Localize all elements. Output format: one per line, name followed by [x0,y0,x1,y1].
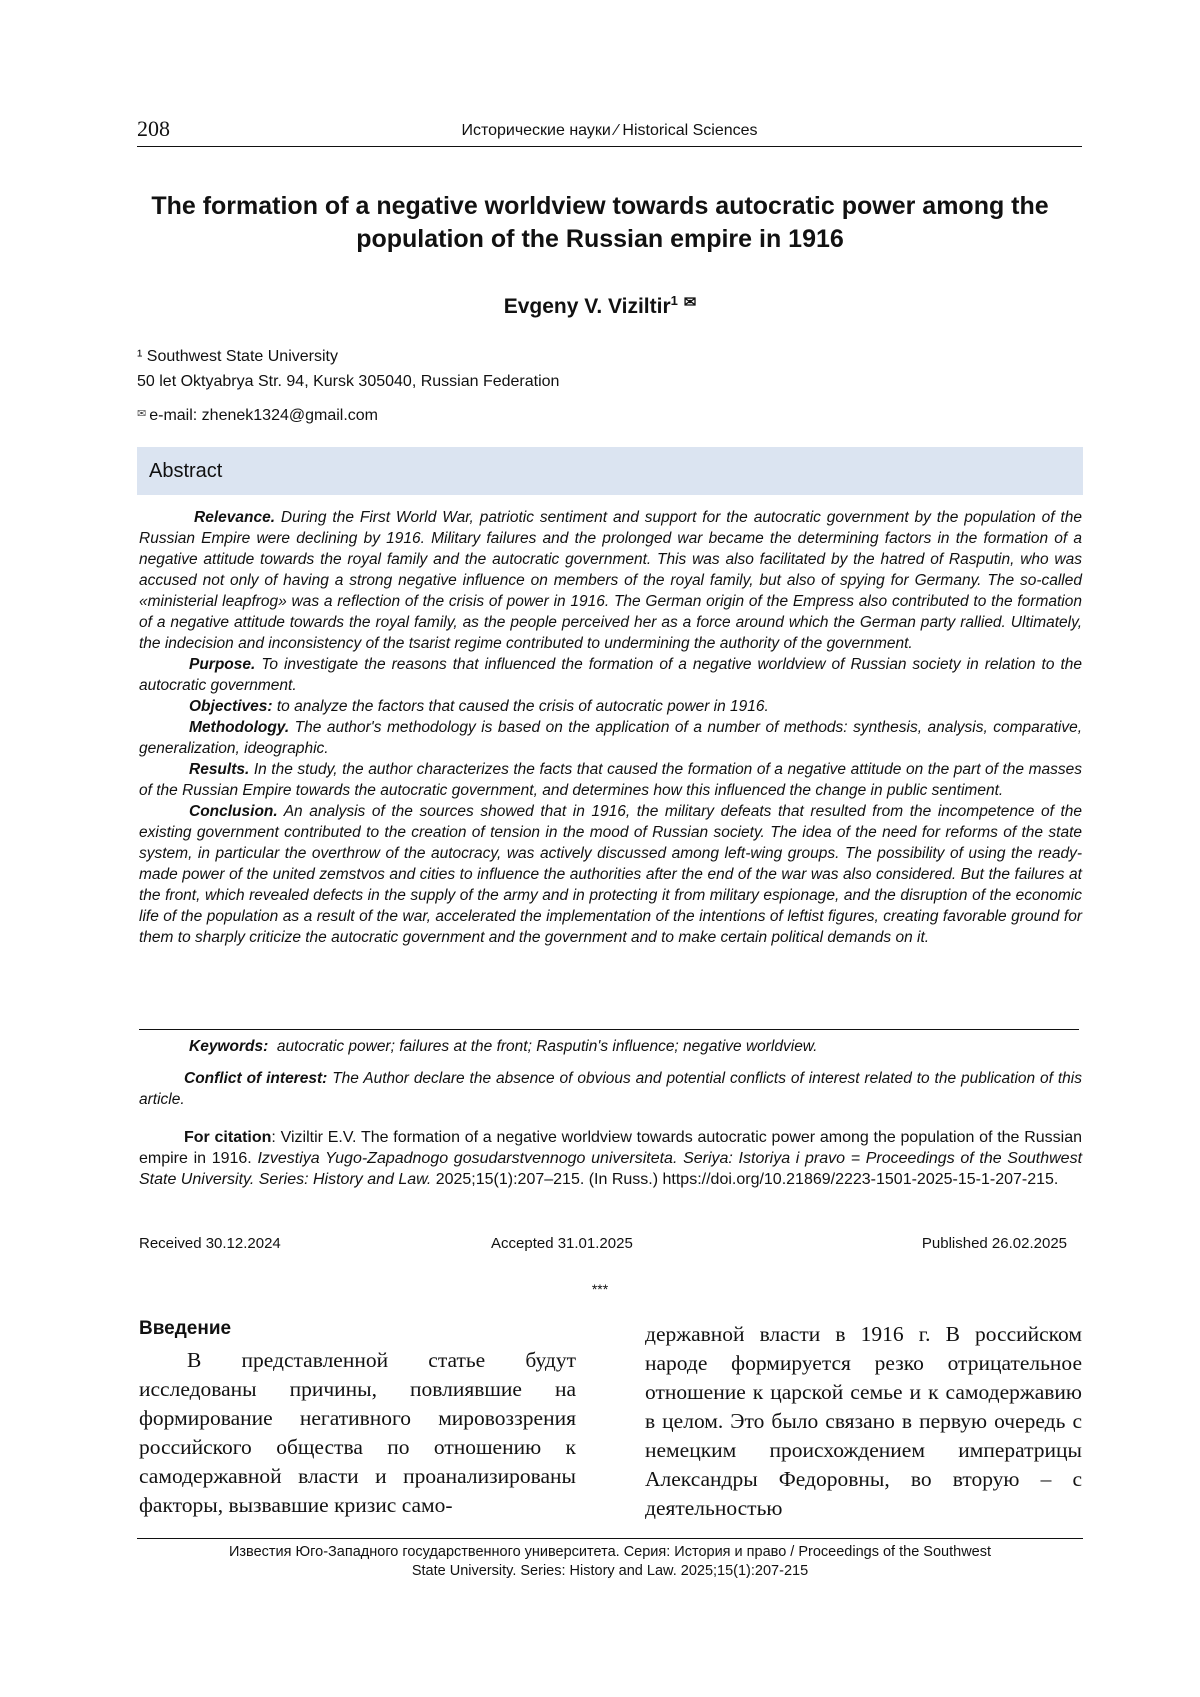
envelope-icon: ✉ [137,408,147,420]
affiliation-address: 50 let Oktyabrya Str. 94, Kursk 305040, Russian Federation [137,373,560,390]
abstract-body [139,507,1082,948]
citation-text-b: 2025;15(1):207–215. (In Russ.) https://doi.org/10.21869/2223-1501-2025-15-1-207-215. [431,1171,1059,1188]
received-date: Received 30.12.2024 [139,1235,281,1252]
citation-text-a: : Viziltir E.V. The formation of a negative worldview towards autocratic power among the population of the Russian empire in 1916. [139,1129,1083,1167]
body-column-right [645,1320,1082,1523]
mail-icon: ✉ [683,294,697,311]
page-number: 208 [137,116,170,141]
section-separator: *** [591,1281,609,1297]
intro-heading: Введение [139,1318,232,1339]
intro-paragraph-right: державной власти в 1916 г. В российском народе формируется резко отрицательное отношение к царской семье и к самодержавию в целом. Это было связано в первую очередь с немецким происхождением императрицы Александры Федоровны, во вторую – с деятельностью [645,1322,1082,1520]
objectives-label: Objectives: [189,698,273,715]
relevance-text: During the First World War, patriotic sentiment and support for the autocratic government by the population of the Russian Empire were declining by 1916. Military failures and the prolonged war became the determining factors in the formation of a negative attitude towards the royal family and the autocratic government. This was also facilitated by the hatred of Rasputin, who was accused not only of having a strong negative influence on members of the royal family, but also of spying for Germany. The so-called «ministerial leapfrog» was a reflection of the crisis of power in 1916. The German origin of the Empress also contributed to the formation of a negative attitude towards the royal family, as the people perceived her as a force around which the German party rallied. Ultimately, the indecision and inconsistency of the tsarist regime contributed to undermining the authority of the government. [139,509,1082,652]
results-text: In the study, the author characterizes the facts that caused the formation of a negative attitude on the part of the masses of the Russian Empire towards the autocratic government, and determines how this influenced the change in public sentiment. [139,761,1082,799]
author-line [0,293,1200,319]
affiliation [137,344,559,394]
conclusion-text: An analysis of the sources showed that in 1916, the military defeats that resulted from the incompetence of the existing government contributed to the creation of tension in the mood of Russian society. The idea of the need for reforms of the state system, in particular the overthrow of the autocracy, was actively discussed among left-wing groups. The possibility of using the ready-made power of the united zemstvos and cities to influence the authorities after the end of the war was also considered. But the failures at the front, which revealed defects in the supply of the army and in protecting it from military espionage, and the disruption of the economic life of the population as a result of the war, accelerated the implementation of the intentions of leftist figures, creating favorable ground for them to sharply criticize the autocratic government and the government and to make certain political demands on it. [139,803,1083,946]
results-label: Results. [189,761,250,778]
intro-paragraph-left: В представленной статье будут исследованы причины, повлиявшие на формирование негативного мировоззрения российского общества по отношению к самодержавной власти и проанализированы факторы, вызвавшие кризис само- [139,1348,576,1517]
abstract-divider [139,1029,1079,1030]
footer-line-1: Известия Юго-Западного государственного университета. Серия: История и право / Proceedings of the Southwest [228,1544,992,1560]
running-header [137,116,1082,147]
abstract-methodology [139,717,1082,759]
accepted-date: Accepted 31.01.2025 [491,1235,633,1252]
abstract-purpose [139,654,1082,696]
body-column-left [139,1318,576,1520]
methodology-label: Methodology. [189,719,290,736]
conclusion-label: Conclusion. [189,803,278,820]
email-text[interactable]: e-mail: zhenek1324@gmail.com [149,407,379,424]
abstract-relevance [139,507,1082,654]
abstract-conclusion [139,801,1082,948]
footer-line-2: State University. Series: History and Law. 2025;15(1):207-215 [411,1563,809,1579]
citation-block [139,1127,1082,1190]
page-footer [150,1543,1070,1581]
citation-label: For citation [184,1129,272,1146]
affiliation-university: ¹ Southwest State University [137,348,338,365]
published-date: Published 26.02.2025 [921,1235,1067,1252]
abstract-objectives [139,696,1082,717]
author-email [137,407,378,425]
purpose-text: To investigate the reasons that influenced the formation of a negative worldview of Russian society in relation to the autocratic government. [139,656,1083,694]
methodology-text: The author's methodology is based on the application of a number of methods: synthesis, analysis, comparative, generalization, ideographic. [139,719,1082,757]
footer-divider [137,1538,1083,1539]
conflict-of-interest [139,1068,1082,1110]
author-affiliation-mark: 1 [670,293,678,308]
abstract-results [139,759,1082,801]
citation-journal: Izvestiya Yugo-Zapadnogo gosudarstvennogo universiteta. Seriya: Istoriya i pravo = Proceedings of the Southwest State University. Series: History and Law. [139,1150,1083,1188]
keywords-text: autocratic power; failures at the front; Rasputin's influence; negative worldview. [276,1038,818,1055]
article-title: The formation of a negative worldview towards autocratic power among the population of the Russian empire in 1916 [151,192,1049,253]
objectives-text: to analyze the factors that caused the crisis of autocratic power in 1916. [276,698,769,715]
abstract-heading: Abstract [137,447,1083,495]
keywords [139,1036,1082,1057]
author-name: Evgeny V. Viziltir [503,295,671,318]
purpose-label: Purpose. [189,656,256,673]
conflict-label: Conflict of interest: [184,1070,328,1087]
relevance-label: Relevance. [194,509,275,526]
keywords-label: Keywords: [189,1038,269,1055]
journal-section: Исторические науки ⁄ Historical Sciences [461,122,758,139]
conflict-text: The Author declare the absence of obvious and potential conflicts of interest related to the publication of this article. [139,1070,1082,1108]
